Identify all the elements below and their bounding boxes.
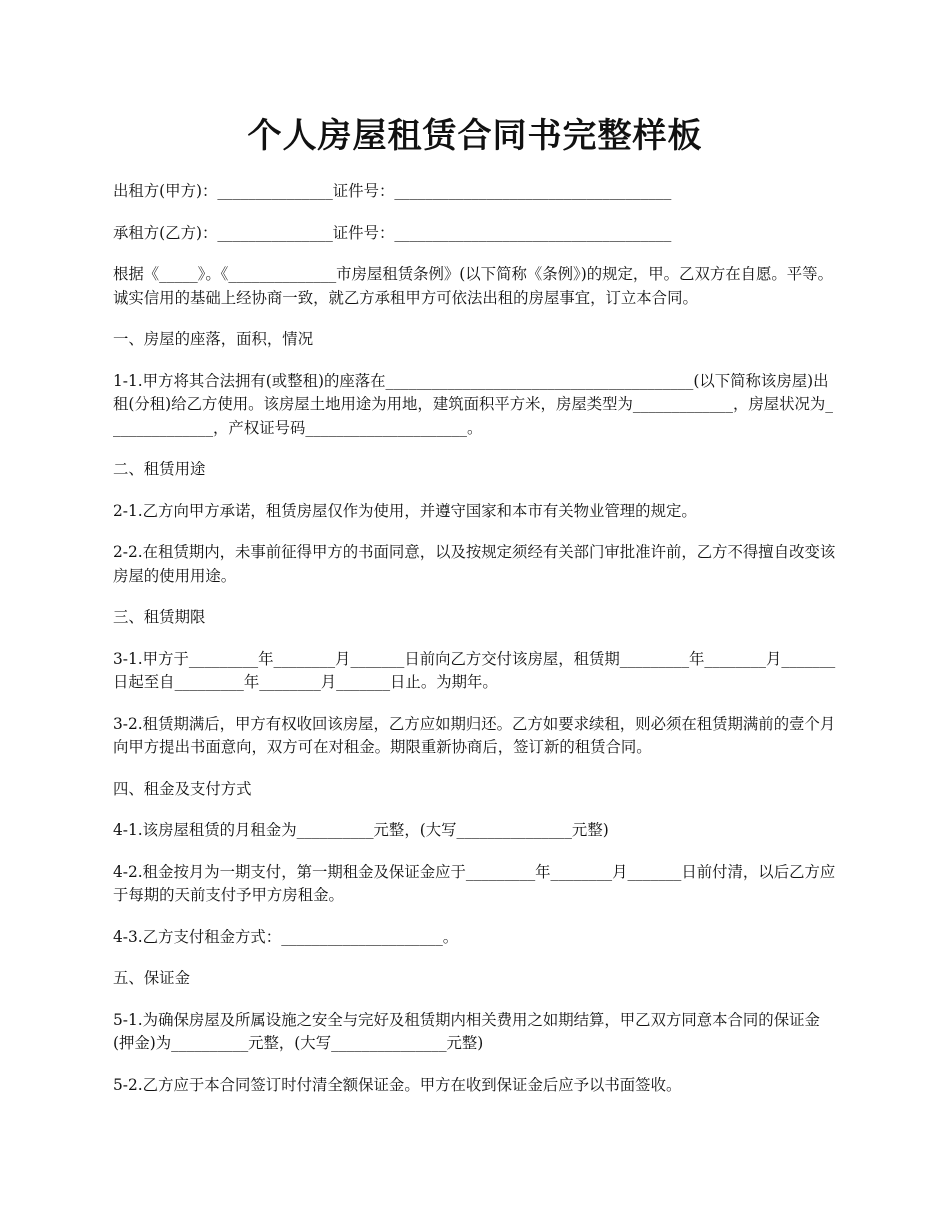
page-title: 个人房屋租赁合同书完整样板 [247, 116, 703, 156]
section-heading-5: 五、保证金 [113, 969, 190, 987]
clause-2-2: 2-2.在租赁期内，未事前征得甲方的书面同意，以及按规定须经有关部门审批准许前，乙方不得擅自改变该房屋的使用用途。 [113, 543, 836, 585]
section-heading-2: 二、租赁用途 [113, 460, 206, 478]
clause-4-3: 4-3.乙方支付租金方式：_____________________。 [113, 927, 459, 946]
clause-1-1: 1-1.甲方将其合法拥有(或整租)的座落在________________________________________(以下简称该房屋)出租(分租)给乙方使用。该房屋土地用途为用地，建筑面积平方米，房屋类型为_____________，房屋状况为______________，产权证号码_____________________。 [113, 371, 833, 437]
clause-2-1: 2-1.乙方向甲方承诺，租赁房屋仅作为使用，并遵守国家和本市有关物业管理的规定。 [113, 501, 697, 520]
clause-4-1: 4-1.该房屋租赁的月租金为__________元整，(大写_______________元整) [113, 821, 609, 839]
clause-5-1: 5-1.为确保房屋及所属设施之安全与完好及租赁期内相关费用之如期结算，甲乙双方同意本合同的保证金(押金)为__________元整，(大写_______________元整) [113, 1010, 820, 1052]
clause-5-2: 5-2.乙方应于本合同签订时付清全额保证金。甲方在收到保证金后应予以书面签收。 [113, 1075, 682, 1094]
clause-4-2: 4-2.租金按月为一期支付，第一期租金及保证金应于_________年________月_______日前付清，以后乙方应于每期的天前支付予甲方房租金。 [113, 862, 836, 904]
clause-3-1: 3-1.甲方于_________年________月_______日前向乙方交付该房屋，租赁期_________年________月_______日起至自_________年________月_______日止。为期年。 [113, 649, 836, 691]
section-heading-3: 三、租赁期限 [113, 608, 206, 626]
paragraph-lessee: 承租方(乙方)：_______________证件号：____________________________________ [113, 223, 672, 242]
section-heading-1: 一、房屋的座落，面积，情况 [113, 330, 314, 348]
paragraph-preamble: 根据《_____》。《______________市房屋租赁条例》(以下简称《条例》)的规定，甲。乙双方在自愿。平等。诚实信用的基础上经协商一致，就乙方承租甲方可依法出租的房屋事宜，订立本合同。 [113, 265, 833, 307]
section-heading-4: 四、租金及支付方式 [113, 779, 252, 798]
paragraph-lessor: 出租方(甲方)：_______________证件号：____________________________________ [113, 182, 672, 200]
document-body [113, 180, 838, 1115]
clause-3-2: 3-2.租赁期满后，甲方有权收回该房屋，乙方应如期归还。乙方如要求续租，则必须在租赁期满前的壹个月向甲方提出书面意向，双方可在对租金。期限重新协商后，签订新的租赁合同。 [113, 714, 836, 756]
